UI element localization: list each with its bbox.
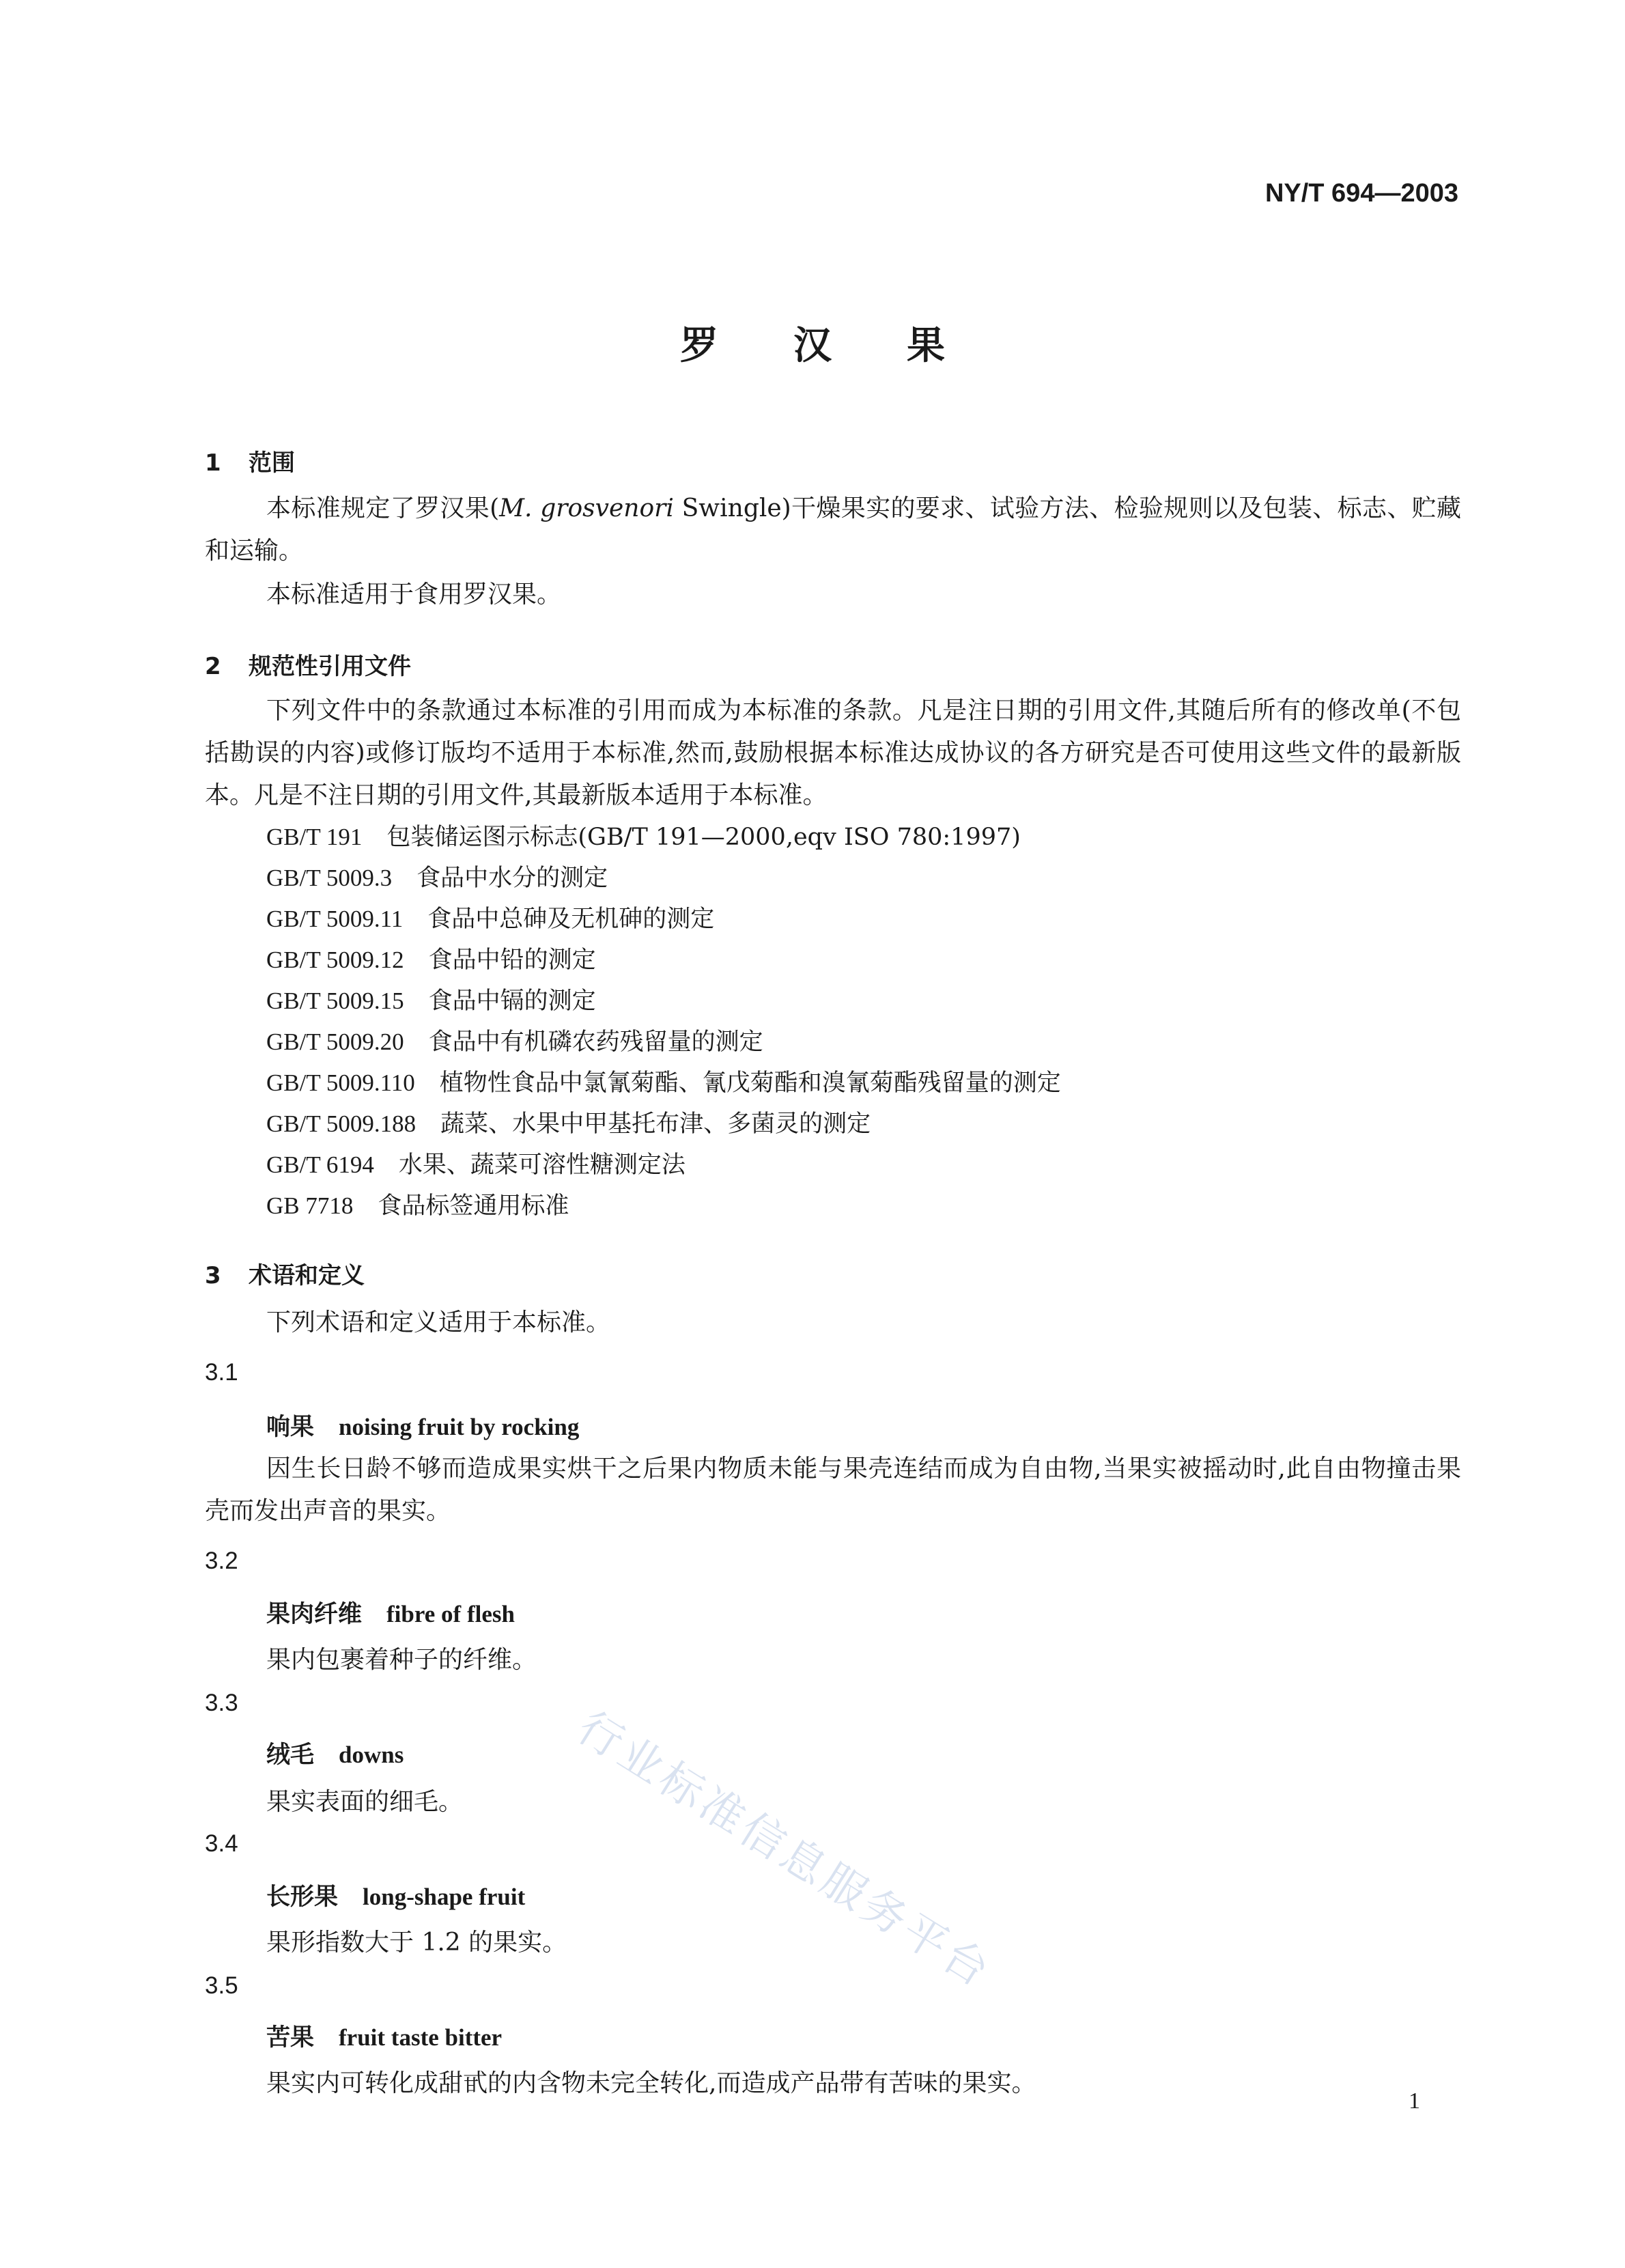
section-title: 术语和定义 <box>249 1262 365 1289</box>
reference-item: GB 7718 食品标签通用标准 <box>266 1192 569 1220</box>
reference-item: GB/T 5009.110 植物性食品中氯氰菊酯、氰戊菊酯和溴氰菊酯残留量的测定 <box>266 1069 1061 1097</box>
watermark: 行业标准信息服务平台 <box>568 1702 1001 1999</box>
term-definition: 果实内可转化成甜甙的内含物未完全转化,而造成产品带有苦味的果实。 <box>266 2069 1036 2097</box>
section-3-heading <box>205 1257 365 1290</box>
reference-item: GB/T 5009.3 食品中水分的测定 <box>266 865 608 892</box>
term-number: 3.1 <box>205 1359 238 1386</box>
reference-item: GB/T 5009.188 蔬菜、水果中甲基托布津、多菌灵的测定 <box>266 1110 871 1138</box>
term-heading: 长形果 long-shape fruit <box>266 1883 526 1911</box>
reference-item: GB/T 5009.12 食品中铅的测定 <box>266 947 596 974</box>
term-heading: 响果 noising fruit by rocking <box>266 1413 580 1441</box>
section-2-heading <box>205 647 411 681</box>
term-definition: 果实表面的细毛。 <box>266 1788 464 1816</box>
reference-item: GB/T 191 包装储运图示标志(GB/T 191—2000,eqv ISO 780:1997) <box>266 824 1021 851</box>
section-1-heading <box>205 444 295 477</box>
term-number: 3.4 <box>205 1830 238 1857</box>
section-1-paragraph-2: 本标准适用于食用罗汉果。 <box>266 580 562 608</box>
page-number: 1 <box>1409 2088 1420 2114</box>
section-2-intro: 下列文件中的条款通过本标准的引用而成为本标准的条款。凡是注日期的引用文件,其随后所有的修改单(不包括勘误的内容)或修订版均不适用于本标准,然而,鼓励根据本标准达成协议的各方研究是否可使用这些文件的最新版本。凡是不注日期的引用文件,其最新版本适用于本标准。 <box>205 697 1461 809</box>
term-definition: 因生长日龄不够而造成果实烘干之后果内物质未能与果壳连结而成为自由物,当果实被摇动时,此自由物撞击果壳而发出声音的果实。 <box>205 1455 1461 1525</box>
reference-item: GB/T 5009.20 食品中有机磷农药残留量的测定 <box>266 1028 763 1056</box>
section-title: 范围 <box>249 449 295 477</box>
section-number: 2 <box>205 653 221 680</box>
standard-code: NY/T 694—2003 <box>1264 179 1458 208</box>
term-number: 3.5 <box>205 1972 238 1999</box>
section-number: 3 <box>205 1262 221 1289</box>
term-heading: 苦果 fruit taste bitter <box>266 2024 503 2052</box>
term-number: 3.3 <box>205 1690 238 1716</box>
reference-item: GB/T 5009.11 食品中总砷及无机砷的测定 <box>266 906 715 933</box>
term-heading: 绒毛 downs <box>266 1741 404 1769</box>
reference-item: GB/T 6194 水果、蔬菜可溶性糖测定法 <box>266 1151 686 1179</box>
term-number: 3.2 <box>205 1548 238 1574</box>
section-number: 1 <box>205 449 221 477</box>
section-1-paragraph-1: 本标准规定了罗汉果(M. grosvenori Swingle)干燥果实的要求、试验方法、检验规则以及包装、标志、贮藏和运输。 <box>205 494 1462 565</box>
section-title: 规范性引用文件 <box>249 653 411 680</box>
species-name: M. grosvenori <box>499 494 674 522</box>
term-definition: 果内包裹着种子的纤维。 <box>266 1646 537 1674</box>
term-heading: 果肉纤维 fibre of flesh <box>266 1600 515 1628</box>
section-3-intro: 下列术语和定义适用于本标准。 <box>266 1308 611 1336</box>
term-definition: 果形指数大于 1.2 的果实。 <box>266 1929 567 1957</box>
reference-item: GB/T 5009.15 食品中镉的测定 <box>266 988 596 1015</box>
page-title: 罗汉果 <box>680 324 1020 368</box>
